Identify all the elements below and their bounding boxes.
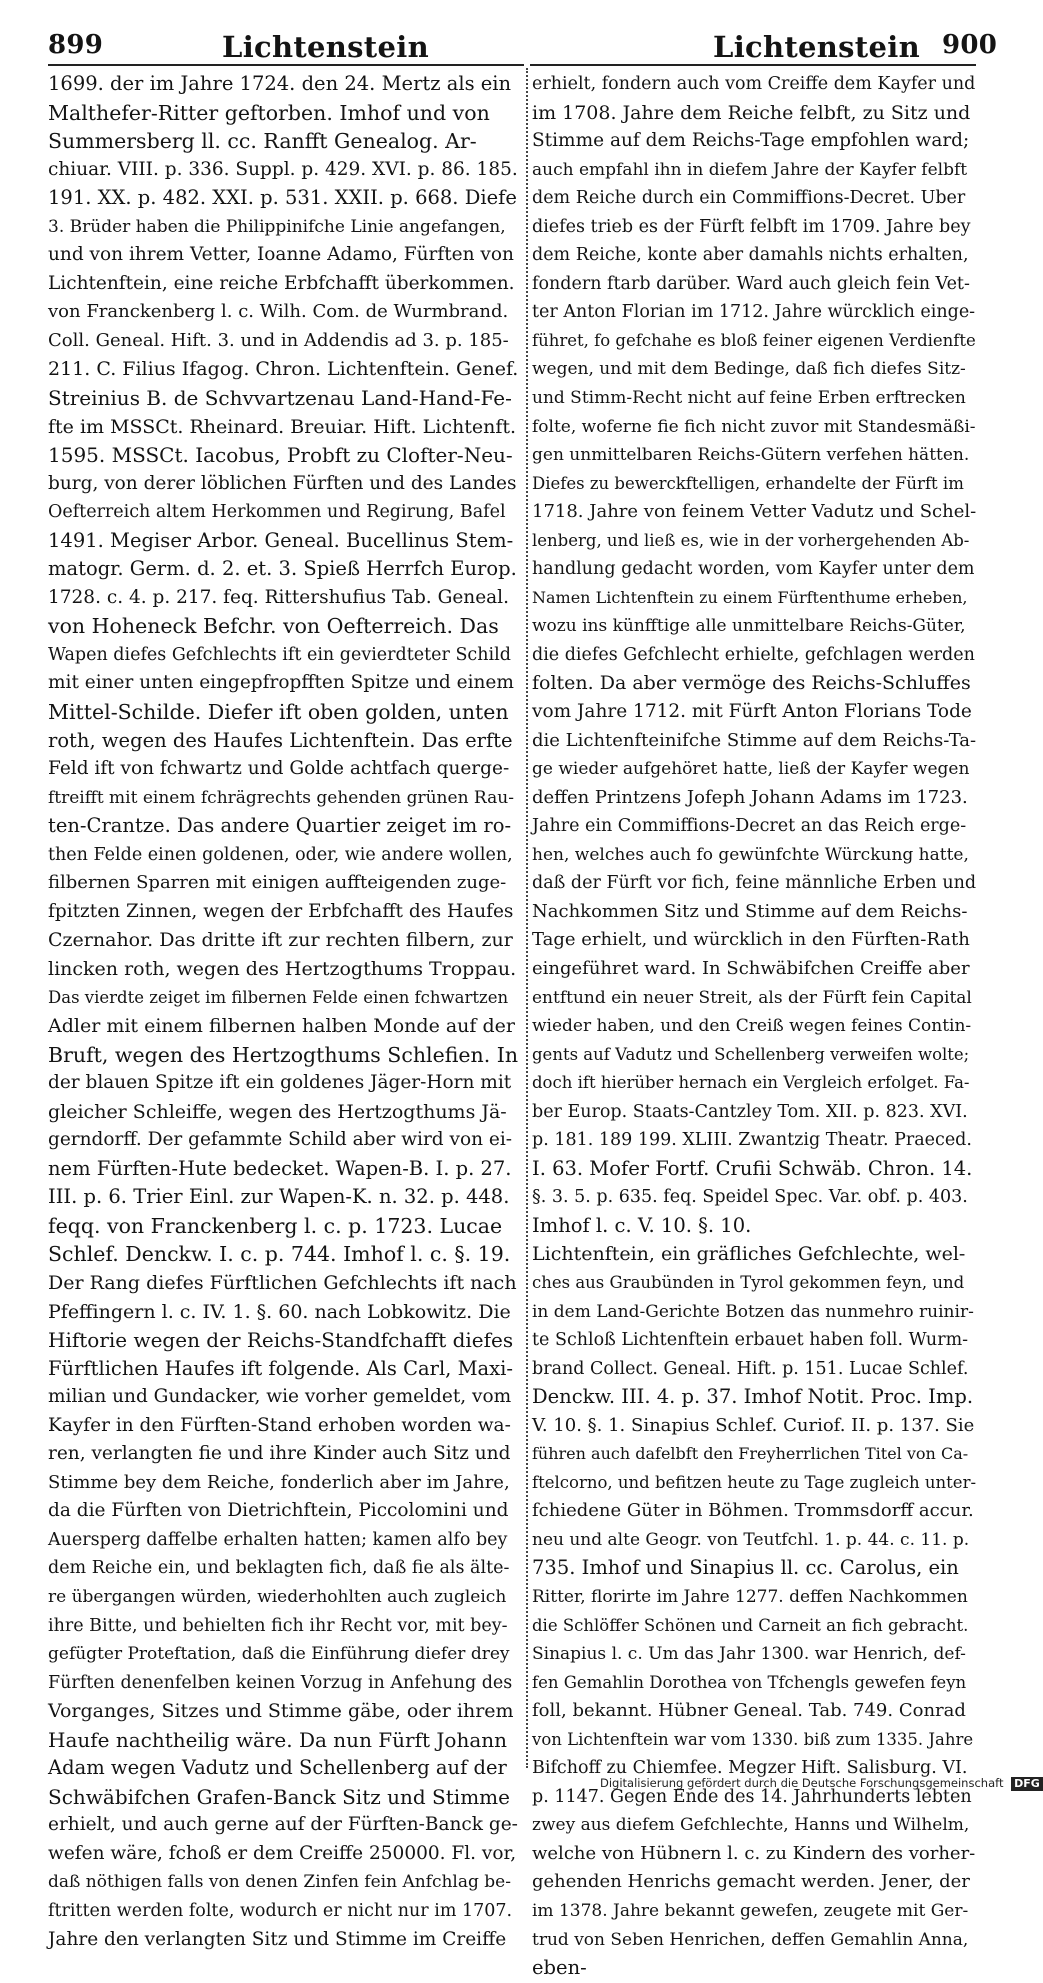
text-line: dem Reiche ein, und beklagten fich, daß fie als älte- <box>48 1558 510 1579</box>
text-line: ge wieder aufgehöret hatte, ließ der Kayfer wegen <box>532 759 970 780</box>
text-line: ihre Bitte, und behielten fich ihr Recht vor, mit bey- <box>48 1615 508 1636</box>
text-line: folten. Da aber vermöge des Reichs-Schluffes <box>532 672 971 695</box>
text-line: ches aus Graubünden in Tyrol gekommen feyn, und <box>532 1272 965 1292</box>
text-line: Ritter, florirte im Jahre 1277. deffen Nachkommen <box>532 1586 968 1607</box>
text-line: folte, woferne fie fich nicht zuvor mit Standesmäßi- <box>532 416 976 437</box>
text-line: von Hoheneck Befchr. von Oefterreich. Das <box>48 614 499 639</box>
text-line: und Stimm-Recht nicht auf feine Erben erftrecken <box>532 388 966 409</box>
text-line: gerndorff. Der gefammte Schild aber wird von ei- <box>48 1129 513 1151</box>
text-line: lenberg, und ließ es, wie in der vorhergehenden Ab- <box>532 530 970 550</box>
text-line: hen, welches auch fo gewünfchte Würckung hatte, <box>532 844 969 865</box>
text-line: von Lichtenftein war vom 1330. biß zum 1335. Jahre <box>532 1729 974 1749</box>
text-line: burg, von derer löblichen Fürften und des Landes <box>48 472 517 494</box>
text-line: Stimme auf dem Reichs-Tage empfohlen ward; <box>532 130 970 152</box>
text-line: nem Fürften-Hute bedecket. Wapen-B. I. p. 27. <box>48 1156 512 1180</box>
text-line: erhielt, und auch gerne auf der Fürften-Banck ge- <box>48 1814 518 1836</box>
text-line: gehenden Henrichs gemacht werden. Jener, der <box>532 1871 970 1893</box>
page-number-right: 900 <box>942 30 998 60</box>
text-line: fchiedene Güter in Böhmen. Trommsdorff accur. <box>532 1500 974 1522</box>
text-line: Denckw. III. 4. p. 37. Imhof Notit. Proc. Imp. <box>532 1385 974 1409</box>
text-line: gleicher Schleiffe, wegen des Hertzogthums Jä- <box>48 1100 507 1123</box>
text-line: Jahre den verlangten Sitz und Stimme im Creiffe <box>48 1928 507 1950</box>
text-line: im 1378. Jahre bekannt gewefen, zeugete mit Ger- <box>532 1901 969 1921</box>
text-line: Feld ift von fchwartz und Golde achtfach querge- <box>48 758 510 780</box>
text-line: handlung gedacht worden, vom Kayfer unter dem <box>532 559 975 580</box>
text-column-left <box>48 70 519 1950</box>
text-line: dem Reiche, konte aber damahls nichts erhalten, <box>532 245 969 266</box>
text-line: chiuar. VIII. p. 336. Suppl. p. 429. XVI. p. 86. 185. <box>48 158 518 180</box>
text-line: deffen Printzens Jofeph Johann Adams im 1723. <box>532 786 968 808</box>
text-line: feqq. von Franckenberg l. c. p. 1723. Lucae <box>48 1213 503 1238</box>
text-line: entftund ein neuer Streit, als der Fürft fein Capital <box>532 987 972 1008</box>
text-line: 211. C. Filius Ifagog. Chron. Lichtenftein. Genef. <box>48 358 519 381</box>
text-line: Kayfer in den Fürften-Stand erhoben worden wa- <box>48 1414 511 1436</box>
text-line: neu und alte Geogr. von Teutfchl. 1. p. 44. c. 11. p. <box>532 1529 970 1550</box>
text-line: und von ihrem Vetter, Ioanne Adamo, Fürften von <box>48 244 514 266</box>
text-line: führen auch dafelbft den Freyherrlichen Titel von Ca- <box>532 1444 969 1464</box>
text-line: Schlef. Denckw. I. c. p. 744. Imhof l. c. §. 19. <box>48 1242 511 1267</box>
text-line: Mittel-Schilde. Diefer ift oben golden, unten <box>48 700 509 725</box>
text-line: 1699. der im Jahre 1724. den 24. Mertz als ein <box>48 72 512 95</box>
text-line: ftreifft mit einem fchrägrechts gehenden grünen Rau- <box>48 787 514 808</box>
text-line: diefes trieb es der Fürft felbft im 1709. Jahre bey <box>532 216 971 237</box>
text-line: daß der Fürft vor fich, feine männliche Erben und <box>532 873 977 894</box>
text-line: erhielt, fondern auch vom Creiffe dem Kayfer und <box>532 74 976 94</box>
text-line: Stimme bey dem Reiche, fonderlich aber im Jahre, <box>48 1471 510 1493</box>
column-separator <box>526 68 528 1768</box>
text-line: te Schloß Lichtenftein erbauet haben foll. Wurm- <box>532 1330 969 1351</box>
text-line: eben- <box>532 1956 587 1980</box>
text-line: Streinius B. de Schvvartzenau Land-Hand-Fe- <box>48 386 512 411</box>
text-line: wegen, und mit dem Bedinge, daß fich diefes Sitz- <box>532 359 966 380</box>
text-line: re übergangen würden, wiederhohlten auch zugleich <box>48 1586 507 1607</box>
text-line: in dem Land-Gerichte Botzen das nunmehro ruinir- <box>532 1301 974 1322</box>
text-line: Auersperg daffelbe erhalten hatten; kamen alfo bey <box>48 1529 508 1550</box>
text-line: Lichtenftein, ein gräfliches Gefchlechte, wel- <box>532 1243 966 1266</box>
text-line: wefen wäre, fchoß er dem Creiffe 250000. Fl. vor, <box>48 1842 517 1864</box>
text-line: Vorganges, Sitzes und Stimme gäbe, oder ihrem <box>48 1700 514 1723</box>
text-line: im 1708. Jahre dem Reiche felbft, zu Sitz und <box>532 101 971 124</box>
text-line: Lichtenftein, eine reiche Erbfchafft überkommen. <box>48 272 515 294</box>
text-line: welche von Hübnern l. c. zu Kindern des vorher- <box>532 1842 976 1864</box>
text-line: Fürften denenfelben keinen Vorzug in Anfehung des <box>48 1672 513 1693</box>
text-line: lincken roth, wegen des Hertzogthums Troppau. <box>48 957 517 980</box>
text-line: gents auf Vadutz und Schellenberg verweifen wolte; <box>532 1044 970 1064</box>
text-line: Wapen diefes Gefchlechts ift ein gevierdteter Schild <box>48 644 511 665</box>
text-line: Bifchoff zu Chiemfee. Megzer Hift. Salisburg. VI. <box>532 1758 968 1779</box>
text-line: ren, verlangten fie und ihre Kinder auch Sitz und <box>48 1443 511 1465</box>
text-line: eingeführet ward. In Schwäbifchen Creiffe aber <box>532 957 970 979</box>
text-line: fpitzten Zinnen, wegen der Erbfchafft des Haufes <box>48 900 514 922</box>
text-line: Malthefer-Ritter geftorben. Imhof und von <box>48 100 490 125</box>
text-line: fen Gemahlin Dorothea von Tfchengls gewefen feyn <box>532 1672 967 1692</box>
text-line: Bruft, wegen des Hertzogthums Schlefien. In <box>48 1042 519 1067</box>
text-line: von Franckenberg l. c. Wilh. Com. de Wurmbrand. <box>48 301 509 323</box>
text-line: 191. XX. p. 482. XXI. p. 531. XXII. p. 668. Diefe <box>48 186 517 210</box>
page-number-left: 899 <box>48 30 104 60</box>
credit-text: Digitalisierung gefördert durch die Deutsche Forschungsgemeinschaft <box>600 1776 1004 1790</box>
text-line: vom Jahre 1712. mit Fürft Anton Florians Tode <box>532 701 972 723</box>
text-line: Nachkommen Sitz und Stimme auf dem Reichs- <box>532 900 968 922</box>
dfg-logo: DFG <box>1011 1777 1043 1791</box>
text-line: fte im MSSCt. Rheinard. Breuiar. Hift. Lichtenft. <box>48 415 517 438</box>
text-line: die diefes Gefchlecht erhielte, gefchlagen werden <box>532 644 975 665</box>
text-line: Das vierdte zeiget im filbernen Felde einen fchwartzen <box>48 987 509 1007</box>
text-line: wieder haben, und den Creiß wegen feines Contin- <box>532 1016 972 1037</box>
text-line: ter Anton Florian im 1712. Jahre würcklich einge- <box>532 302 976 323</box>
text-line: ber Europ. Staats-Cantzley Tom. XII. p. 823. XVI. <box>532 1101 968 1122</box>
text-line: p. 181. 189 199. XLIII. Zwantzig Theatr. Praeced. <box>532 1130 972 1151</box>
text-line: III. p. 6. Trier Einl. zur Wapen-K. n. 32. p. 448. <box>48 1185 510 1209</box>
header-rule-right <box>530 64 976 66</box>
text-line: gefügter Proteftation, daß die Einführung diefer drey <box>48 1644 510 1665</box>
text-line: die Lichtenfteinifche Stimme auf dem Reichs-Ta- <box>532 729 977 751</box>
text-line: trud von Seben Henrichen, deffen Gemahlin Anna, <box>532 1929 969 1950</box>
text-line: 1728. c. 4. p. 217. feq. Rittershufius Tab. Geneal. <box>48 586 509 608</box>
text-line: 1718. Jahre von feinem Vetter Vadutz und Schel- <box>532 501 977 523</box>
text-line: milian und Gundacker, wie vorher gemeldet, vom <box>48 1386 512 1408</box>
text-line: I. 63. Mofer Fortf. Crufii Schwäb. Chron. 14. <box>532 1156 973 1180</box>
text-line: Namen Lichtenftein zu einem Fürftenthume erheben, <box>532 587 968 607</box>
text-line: Imhof l. c. V. 10. §. 10. <box>532 1213 752 1237</box>
text-line: gen unmittelbaren Reichs-Gütern verfehen hätten. <box>532 445 970 466</box>
running-title-right: Lichtenstein <box>713 30 920 64</box>
text-line: 3. Brüder haben die Philippinifche Linie angefangen, <box>48 216 506 237</box>
text-line: der blauen Spitze ift ein goldenes Jäger-Horn mit <box>48 1072 512 1094</box>
text-line: foll, bekannt. Hübner Geneal. Tab. 749. Conrad <box>532 1700 966 1722</box>
text-line: Tage erhielt, und würcklich in den Fürften-Rath <box>532 929 970 951</box>
text-line: p. 1147. Gegen Ende des 14. Jahrhunderts lebten <box>532 1786 972 1807</box>
running-title-left: Lichtenstein <box>222 30 429 64</box>
text-line: ftelcorno, und befitzen heute zu Tage zugleich unter- <box>532 1472 977 1492</box>
text-line: Oefterreich altem Herkommen und Regirung, Bafel <box>48 502 506 523</box>
text-line: roth, wegen des Haufes Lichtenftein. Das erfte <box>48 728 513 752</box>
text-line: Sinapius l. c. Um das Jahr 1300. war Henrich, def- <box>532 1644 966 1665</box>
text-line: Der Rang diefes Fürftlichen Gefchlechts ift nach <box>48 1271 517 1294</box>
text-line: Adam wegen Vadutz und Schellenberg auf der <box>48 1756 507 1780</box>
text-line: 735. Imhof und Sinapius ll. cc. Carolus, ein <box>532 1556 959 1580</box>
text-line: ten-Crantze. Das andere Quartier zeiget im ro- <box>48 814 512 838</box>
text-line: auch empfahl ihn in diefem Jahre der Kayfer felbft <box>532 159 968 180</box>
text-line: Fürftlichen Haufes ift folgende. Als Carl, Maxi- <box>48 1356 513 1380</box>
text-line: doch ift hierüber hernach ein Vergleich erfolget. Fa- <box>532 1073 970 1093</box>
text-line: Diefes zu bewerckftelligen, erhandelte der Fürft im <box>532 473 964 493</box>
text-line: Hiftorie wegen der Reichs-Standfchafft diefes <box>48 1328 514 1353</box>
text-line: 1595. MSSCt. Iacobus, Probft zu Clofter-Neu- <box>48 443 513 468</box>
text-line: führet, fo gefchahe es bloß feiner eigenen Verdienfte <box>532 330 976 350</box>
digitization-credit <box>600 1776 1040 1794</box>
text-line: ftritten werden folte, wodurch er nicht nur im 1707. <box>48 1901 513 1921</box>
text-line: Coll. Geneal. Hift. 3. und in Addendis ad 3. p. 185- <box>48 329 509 351</box>
text-line: 1491. Megiser Arbor. Geneal. Bucellinus Stem- <box>48 528 514 552</box>
text-line: matogr. Germ. d. 2. et. 3. Spieß Herrfch Europ. <box>48 557 517 581</box>
header-rule-left <box>48 64 524 66</box>
text-line: die Schlöffer Schönen und Carneit an fich gebracht. <box>532 1615 969 1635</box>
text-line: V. 10. §. 1. Sinapius Schlef. Curiof. II. p. 137. Sie <box>532 1414 975 1436</box>
text-line: dem Reiche durch ein Commiffions-Decret. Uber <box>532 188 966 209</box>
text-line: mit einer unten eingepfropfften Spitze und einem <box>48 672 514 694</box>
text-line: Haufe nachtheilig wäre. Da nun Fürft Johann <box>48 1727 508 1752</box>
text-line: brand Collect. Geneal. Hift. p. 151. Lucae Schlef. <box>532 1358 969 1379</box>
text-line: Pfeffingern l. c. IV. 1. §. 60. nach Lobkowitz. Die <box>48 1300 511 1323</box>
text-line: Schwäbifchen Grafen-Banck Sitz und Stimme <box>48 1784 510 1809</box>
text-line: §. 3. 5. p. 635. feq. Speidel Spec. Var. obf. p. 403. <box>532 1187 968 1208</box>
text-line: daß nöthigen falls von denen Zinfen fein Anfchlag be- <box>48 1872 511 1893</box>
text-line: da die Fürften von Dietrichftein, Piccolomini und <box>48 1500 509 1522</box>
text-line: then Felde einen goldenen, oder, wie andere wollen, <box>48 844 513 865</box>
page-header <box>0 0 1000 64</box>
text-line: Summersberg ll. cc. Ranfft Genealog. Ar- <box>48 129 477 154</box>
text-line: Czernahor. Das dritte ift zur rechten filbern, zur <box>48 929 513 952</box>
text-line: filbernen Sparren mit einigen auffteigenden zuge- <box>48 872 507 894</box>
text-line: fondern ftarb darüber. Ward auch gleich fein Vet- <box>532 273 970 294</box>
text-line: zwey aus diefem Gefchlechte, Hanns und Wilhelm, <box>532 1815 970 1836</box>
text-line: wozu ins künfftige alle unmittelbare Reichs-Güter, <box>532 616 966 637</box>
text-line: Jahre ein Commiffions-Decret an das Reich erge- <box>532 816 967 837</box>
text-line: Adler mit einem filbernen halben Monde auf der <box>48 1015 515 1038</box>
